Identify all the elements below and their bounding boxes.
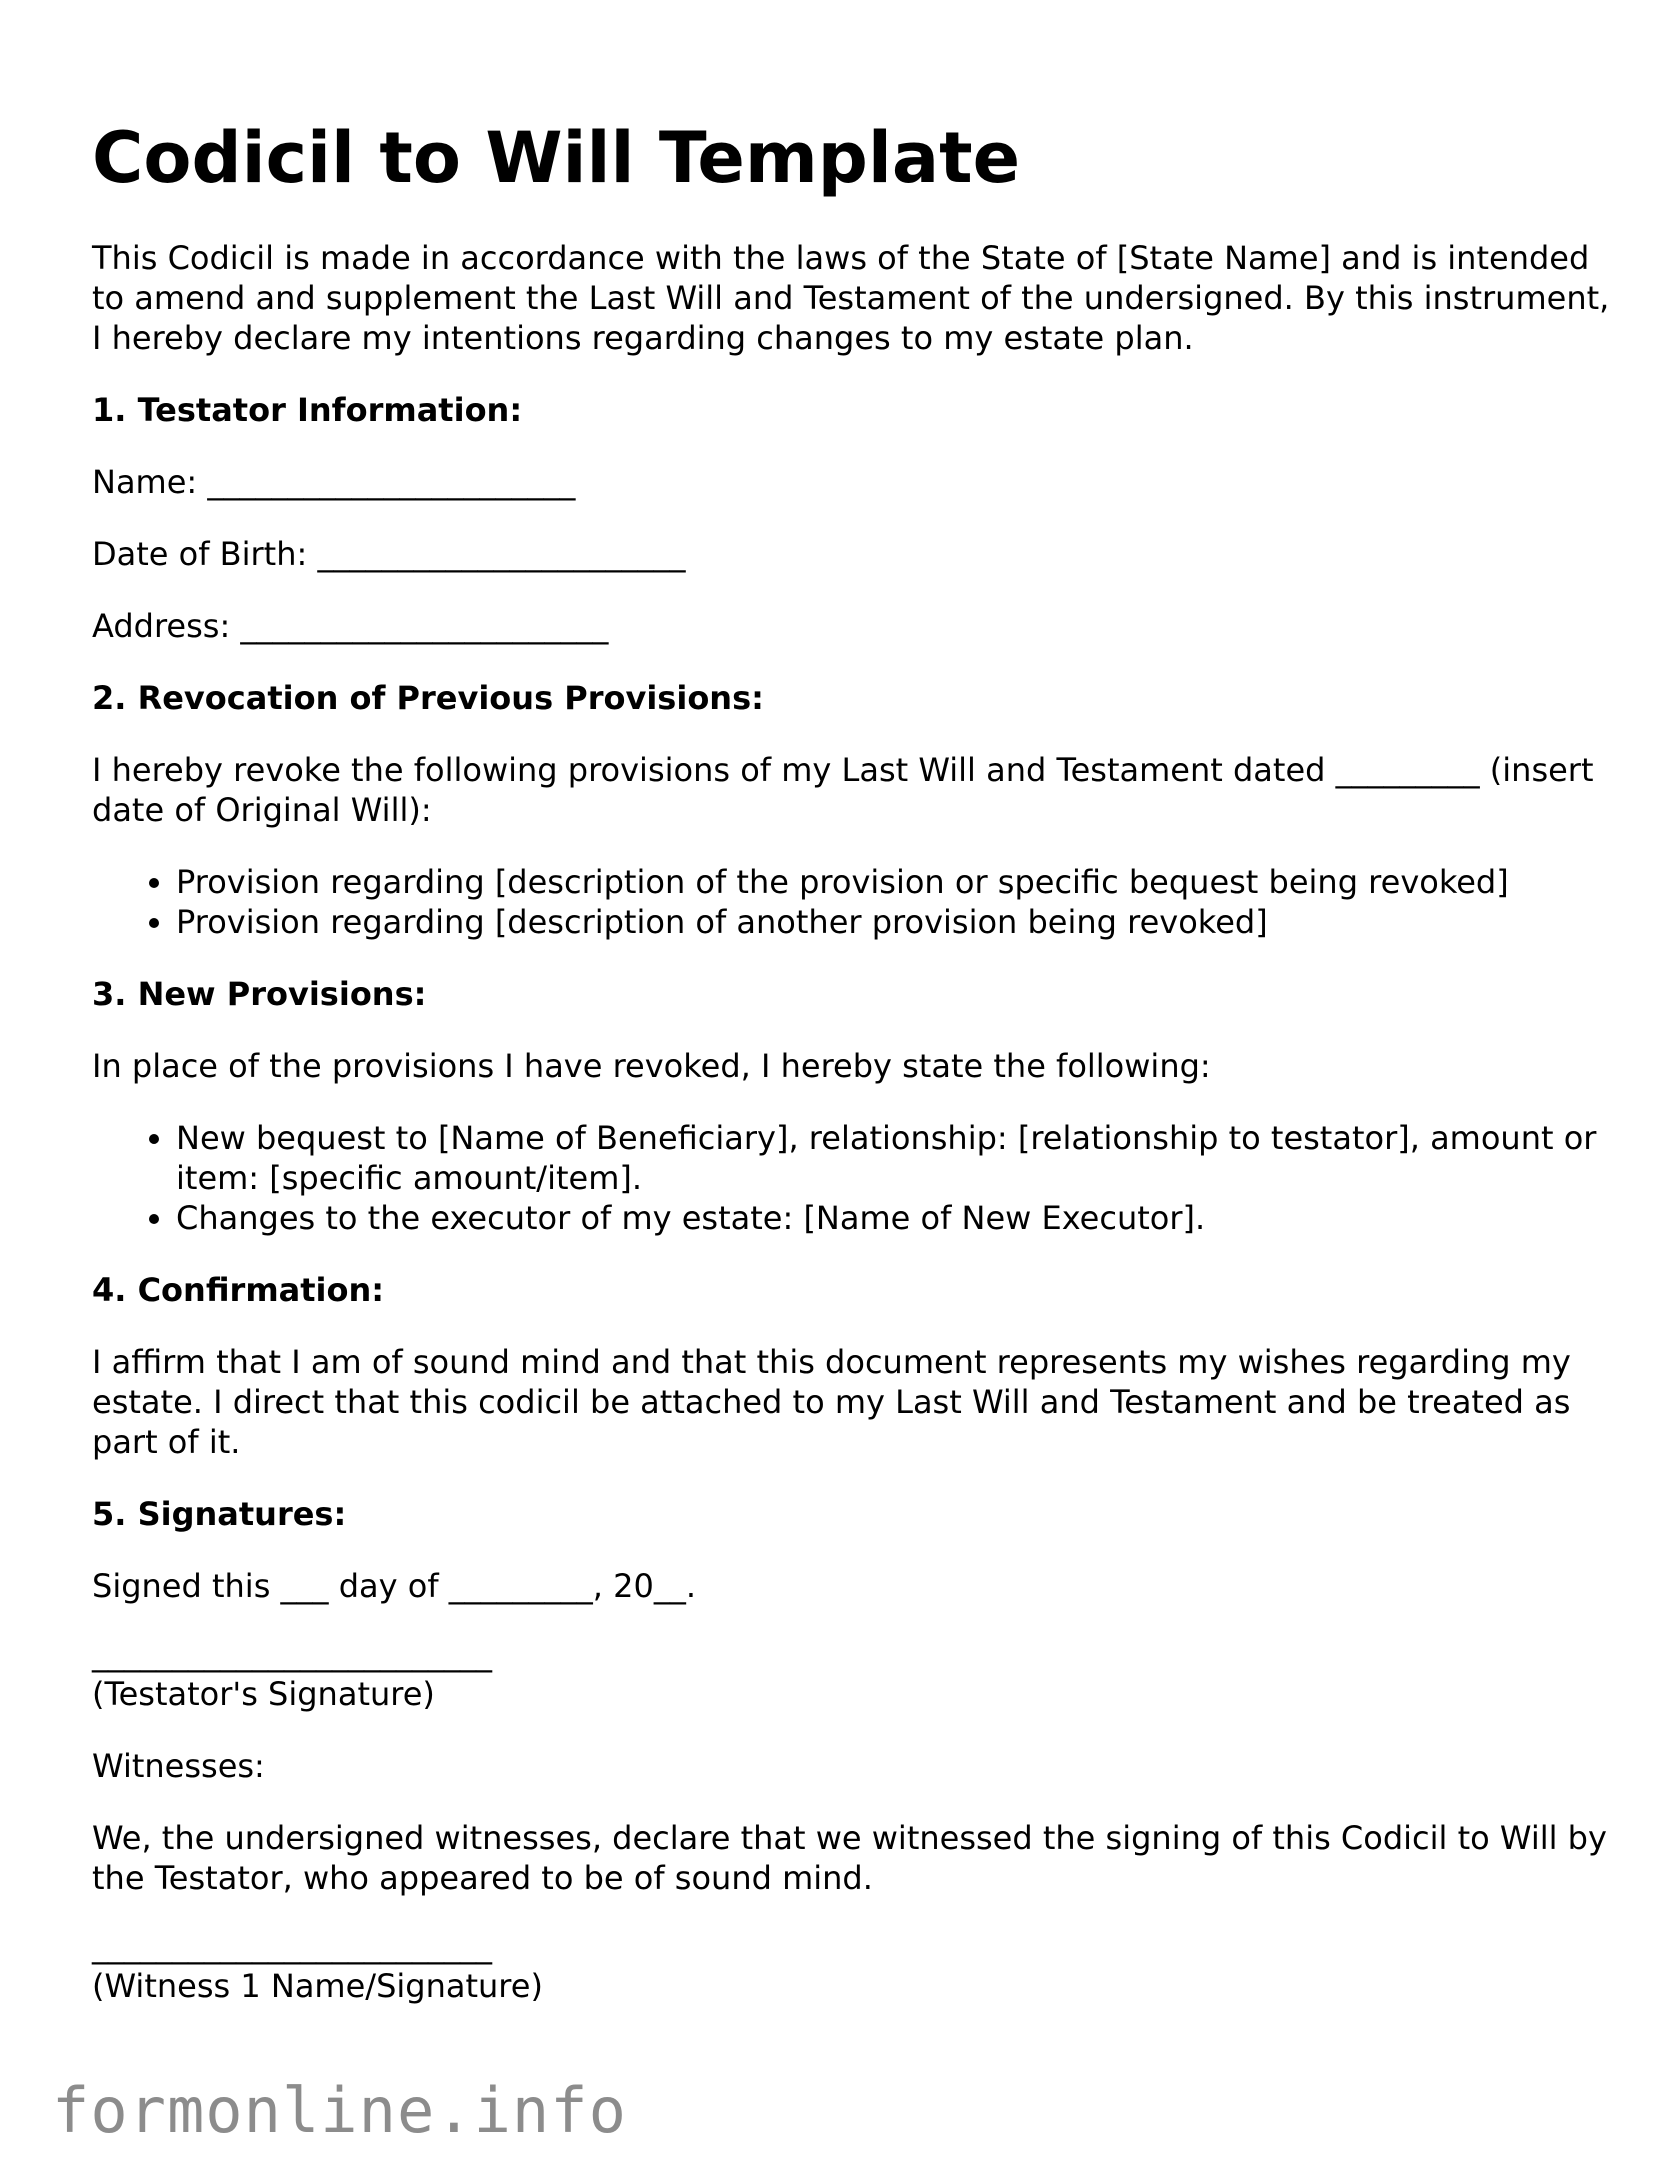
section-2-heading: 2. Revocation of Previous Provisions: bbox=[92, 679, 764, 717]
new-provisions-list bbox=[92, 1118, 1612, 1238]
intro-paragraph: This Codicil is made in accordance with the laws of the State of [State Name] and is intended to amend and supplement the Last Will and Testament of the undersigned. By this instrument, I hereby declare my intentions regarding changes to my estate plan. bbox=[92, 239, 1610, 357]
witness-declaration: We, the undersigned witnesses, declare that we witnessed the signing of this Codicil to Will by the Testator, who appeared to be of sound mind. bbox=[92, 1819, 1607, 1897]
confirmation-paragraph: I affirm that I am of sound mind and that this document represents my wishes regarding my estate. I direct that this codicil be attached to my Last Will and Testament and be treated as part of it. bbox=[92, 1343, 1571, 1461]
witness-1-signature-line: _________________________ bbox=[92, 1927, 492, 1965]
section-3-heading: 3. New Provisions: bbox=[92, 975, 427, 1013]
revocation-paragraph: I hereby revoke the following provisions of my Last Will and Testament dated _________ (insert date of Original Will): bbox=[92, 751, 1594, 829]
testator-signature-block bbox=[92, 1634, 1612, 1714]
witnesses-label: Witnesses: bbox=[92, 1747, 265, 1785]
section-1-heading: 1. Testator Information: bbox=[92, 391, 523, 429]
signed-date-line: Signed this ___ day of _________, 20__. bbox=[92, 1567, 696, 1605]
testator-name-field: Name: _______________________ bbox=[92, 463, 576, 501]
testator-signature-line: _________________________ bbox=[92, 1635, 492, 1673]
section-4-heading: 4. Confirmation: bbox=[92, 1271, 385, 1309]
section-5-heading: 5. Signatures: bbox=[92, 1495, 347, 1533]
new-provisions-paragraph: In place of the provisions I have revoked, I hereby state the following: bbox=[92, 1047, 1211, 1085]
list-item: • Provision regarding [description of another provision being revoked] bbox=[176, 902, 1612, 942]
witness-1-signature-block bbox=[92, 1926, 1612, 2006]
witness-1-signature-label: (Witness 1 Name/Signature) bbox=[92, 1967, 543, 2005]
watermark: formonline.info bbox=[52, 2074, 627, 2147]
list-item: • New bequest to [Name of Beneficiary], relationship: [relationship to testator], amount or item: [specific amount/item]. bbox=[176, 1118, 1612, 1198]
revoked-provisions-list bbox=[92, 862, 1612, 942]
list-item: • Changes to the executor of my estate: [Name of New Executor]. bbox=[176, 1198, 1612, 1238]
list-item: • Provision regarding [description of the provision or specific bequest being revoked] bbox=[176, 862, 1612, 902]
document-title: Codicil to Will Template bbox=[92, 117, 1021, 199]
testator-signature-label: (Testator's Signature) bbox=[92, 1675, 435, 1713]
document-body bbox=[92, 238, 1612, 2038]
testator-address-field: Address: _______________________ bbox=[92, 607, 609, 645]
testator-dob-field: Date of Birth: _______________________ bbox=[92, 535, 686, 573]
